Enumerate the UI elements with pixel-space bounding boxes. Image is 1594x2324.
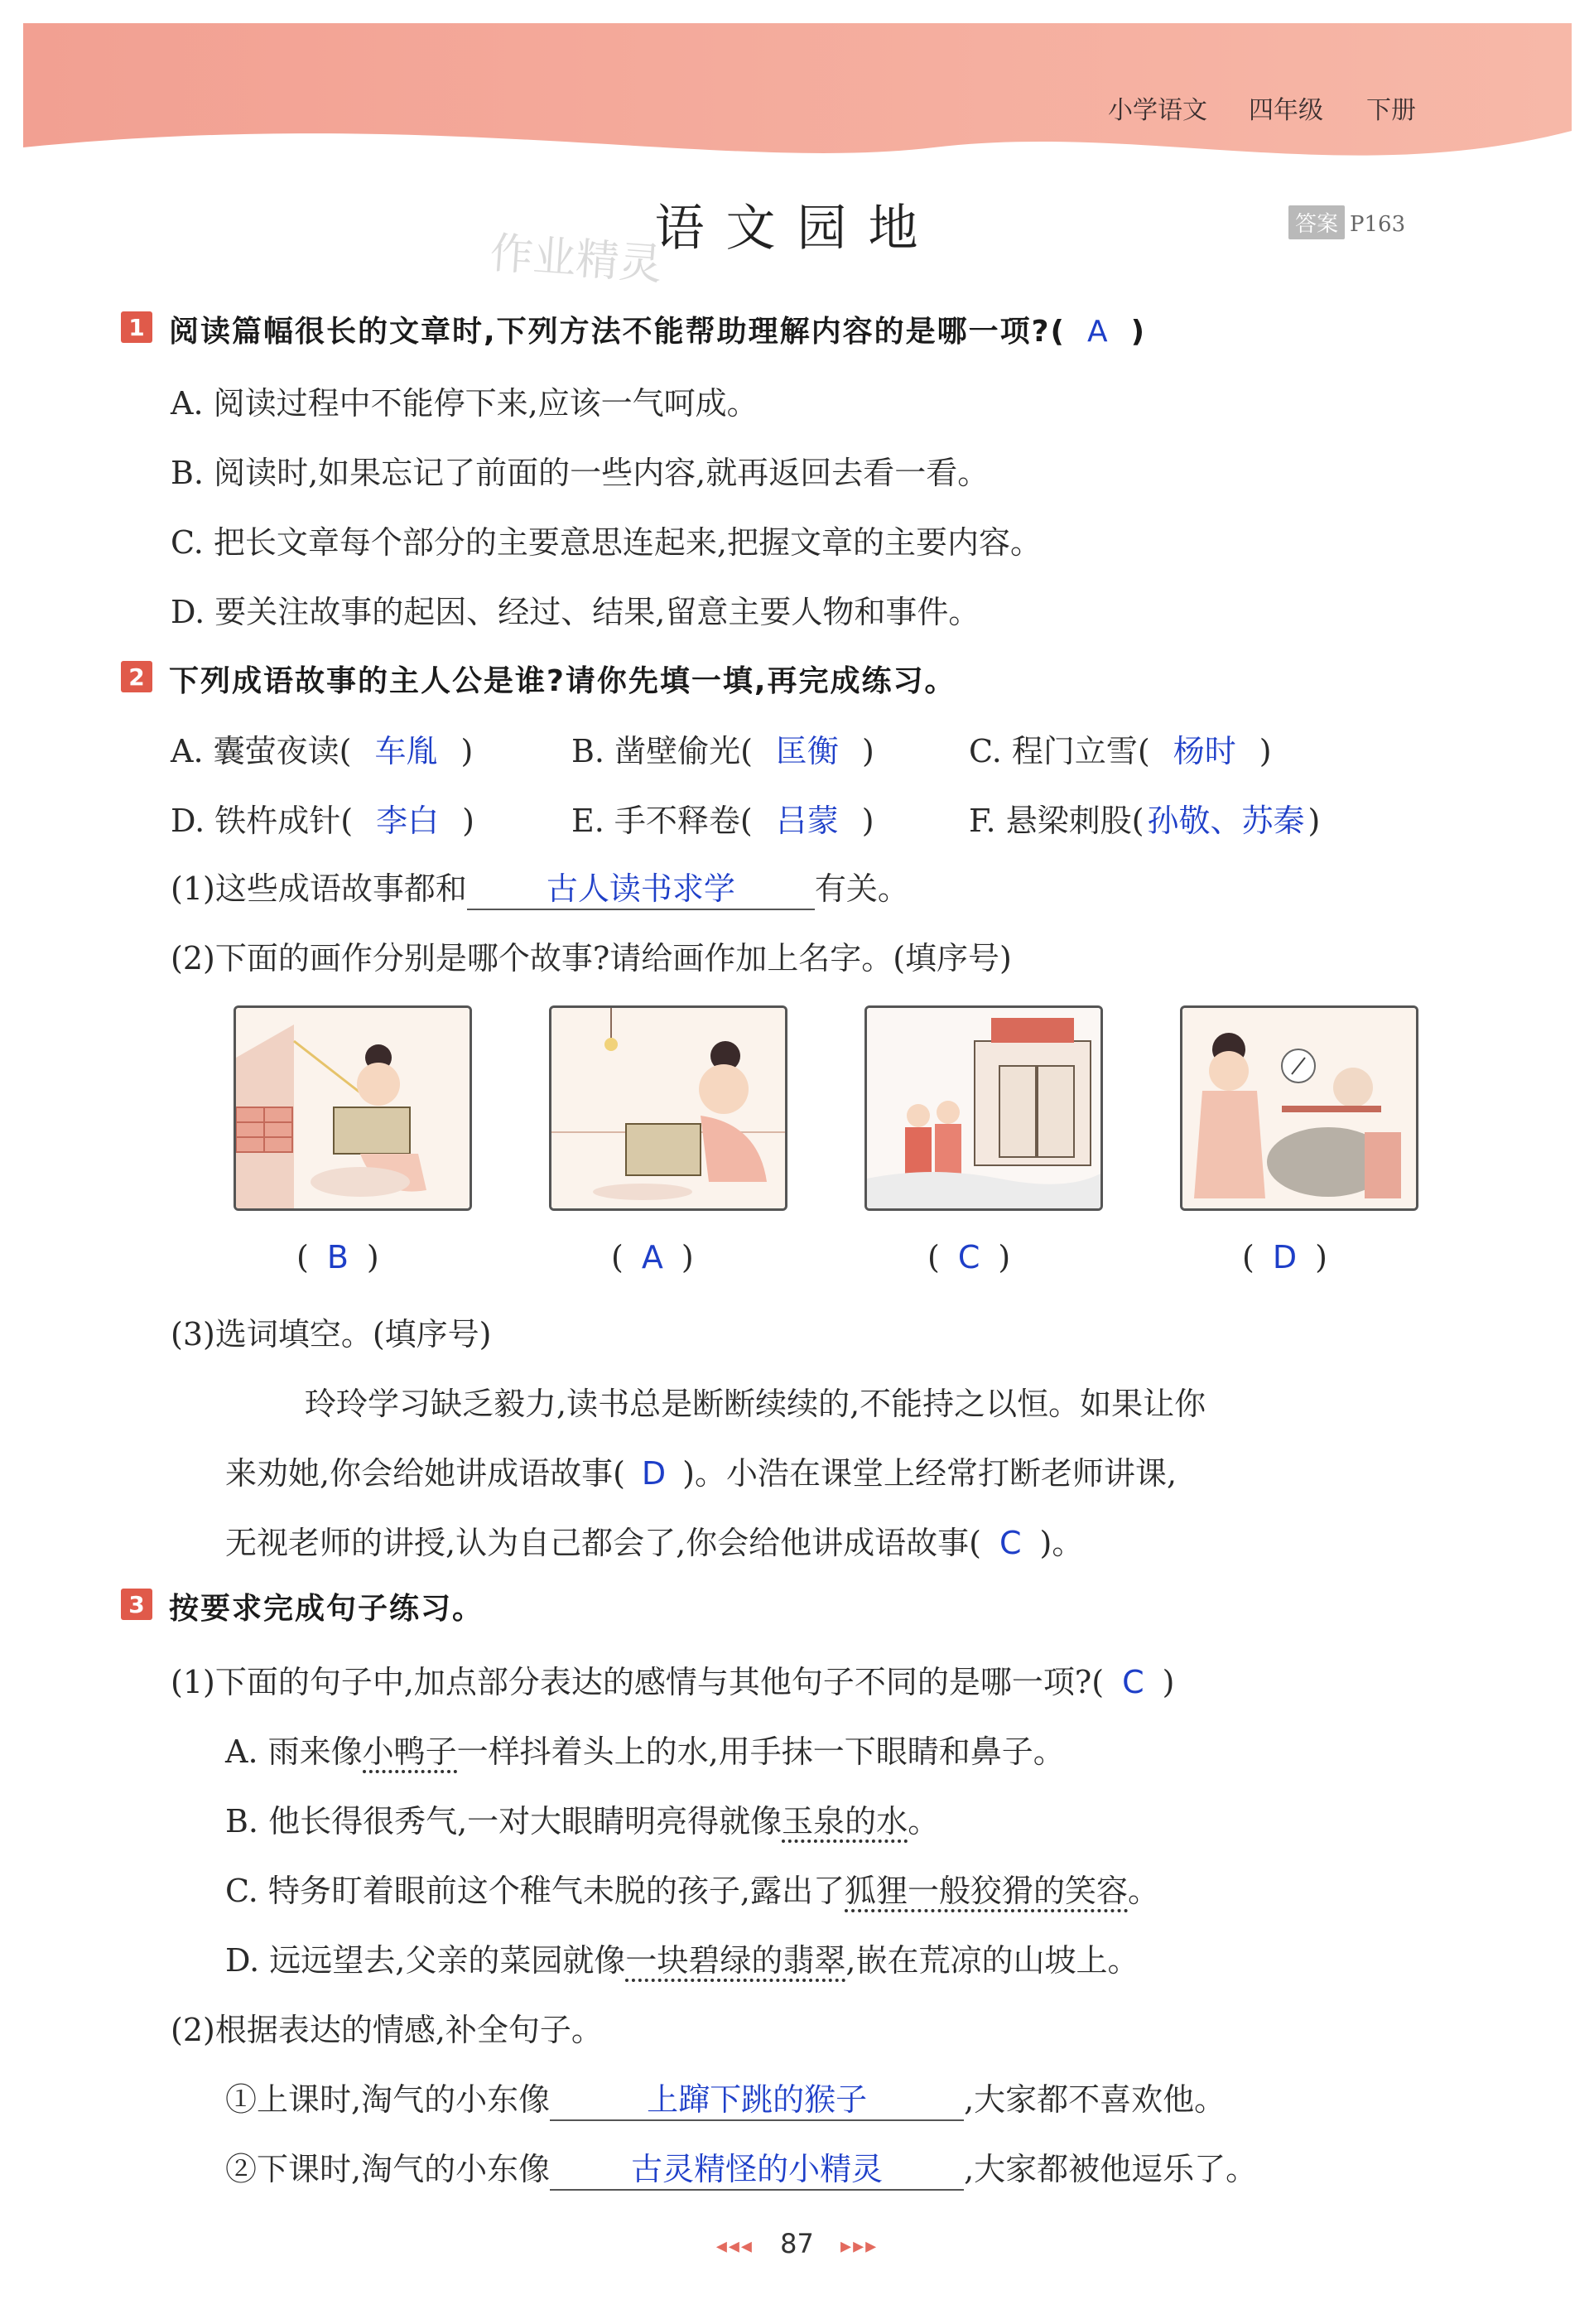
q2-sub3-line3-a: 无视老师的讲授,认为自己都会了,你会给他讲成语故事(	[225, 1525, 981, 1561]
question-1-text	[169, 308, 1146, 350]
idiom-c-label: C. 程门立雪(	[969, 733, 1150, 769]
question-1-stem: 阅读篇幅很长的文章时,下列方法不能帮助理解内容的是哪一项?(	[169, 315, 1067, 349]
question-2-text: 下列成语故事的主人公是谁?请你先填一填,再完成练习。	[169, 664, 956, 698]
q2-sub3-line2-b: )。小浩在课堂上经常打断老师讲课,	[682, 1455, 1177, 1492]
idiom-d-answer: 李白	[376, 803, 440, 839]
watermark: 作业精灵	[488, 228, 664, 291]
idiom-a-answer: 车胤	[374, 733, 438, 769]
q2-sub3-line3-b: )。	[1039, 1525, 1084, 1561]
q3-option-b-dotted: 玉泉的水	[782, 1803, 908, 1843]
q3-option-b	[225, 1796, 939, 1841]
idiom-b-close: )	[861, 733, 874, 769]
idiom-b	[571, 726, 874, 771]
idiom-a	[171, 726, 473, 771]
pic-answer-4-value: D	[1272, 1239, 1298, 1275]
q2-sub1-answer: 古人读书求学	[467, 863, 815, 910]
idiom-e	[571, 795, 874, 841]
pic-answer-2: ( A )	[611, 1239, 694, 1275]
header-grade: 四年级	[1249, 96, 1323, 125]
q1-option-b: B. 阅读时,如果忘记了前面的一些内容,就再返回去看一看。	[171, 455, 990, 491]
header-band	[23, 23, 1572, 172]
illustration-a-firefly	[549, 1005, 787, 1211]
q3-option-b-post: 。	[908, 1803, 940, 1839]
question-3-text: 按要求完成句子练习。	[169, 1592, 484, 1626]
q1-option-c: C. 把长文章每个部分的主要意思连起来,把握文章的主要内容。	[171, 524, 1042, 561]
illustration-d-grinding-pestle	[1180, 1005, 1418, 1211]
q3-option-a-dotted: 小鸭子	[363, 1733, 457, 1773]
q3-option-c-dotted: 狐狸一般狡猾的笑容	[845, 1873, 1128, 1912]
header-subject: 小学语文	[1108, 96, 1207, 125]
idiom-e-answer: 吕蒙	[775, 803, 839, 839]
q1-option-d: D. 要关注故事的起因、经过、结果,留意主要人物和事件。	[171, 594, 980, 630]
pic-answer-1-value: B	[326, 1239, 349, 1275]
q3-option-c	[225, 1865, 1159, 1911]
idiom-a-close: )	[460, 733, 474, 769]
idiom-d-close: )	[462, 803, 474, 839]
q3-option-a	[225, 1726, 1065, 1772]
page-title: 语文园地	[654, 200, 940, 258]
q2-sub3-line2	[225, 1448, 1177, 1493]
idiom-b-answer: 匡衡	[775, 733, 839, 769]
q3-option-b-pre: B. 他长得很秀气,一对大眼睛明亮得就像	[225, 1803, 783, 1839]
question-number-3: 3	[121, 1589, 152, 1620]
q3-option-a-pre: A. 雨来像	[225, 1733, 363, 1770]
q2-sub3-answer-2: C	[999, 1525, 1022, 1561]
header-volume: 下册	[1366, 96, 1416, 125]
q3-option-a-post: 一样抖着头上的水,用手抹一下眼睛和鼻子。	[456, 1733, 1065, 1770]
question-number-1: 1	[121, 311, 152, 343]
idiom-e-label: E. 手不释卷(	[571, 803, 753, 839]
q3-option-d-dotted: 一块碧绿的翡翠	[625, 1942, 845, 1982]
idiom-c-close: )	[1259, 733, 1272, 769]
q3-option-c-post: 。	[1127, 1873, 1159, 1909]
q2-sub1-prefix: (1)这些成语故事都和	[171, 870, 467, 907]
question-number-2: 2	[121, 661, 152, 692]
q3-sub1-answer: C	[1122, 1664, 1144, 1700]
q2-sub3-answer-1: D	[641, 1455, 667, 1492]
pic-answer-1: ( B )	[296, 1239, 379, 1275]
q3-sub1-stem: (1)下面的句子中,加点部分表达的感情与其他句子不同的是哪一项?(	[171, 1664, 1105, 1700]
q3-sub1	[171, 1656, 1174, 1702]
q2-sub3-line2-a: 来劝她,你会给她讲成语故事(	[225, 1455, 625, 1492]
idiom-d-label: D. 铁杵成针(	[171, 803, 354, 839]
pic-answer-3: ( C )	[927, 1239, 1011, 1275]
q3-fill-1	[225, 2074, 1226, 2121]
q2-sub1	[171, 863, 909, 910]
q3-fill-1-post: ,大家都不喜欢他。	[964, 2081, 1226, 2118]
q3-option-d-post: ,嵌在荒凉的山坡上。	[845, 1942, 1139, 1979]
idiom-e-close: )	[861, 803, 874, 839]
q3-option-c-pre: C. 特务盯着眼前这个稚气未脱的孩子,露出了	[225, 1873, 845, 1909]
idiom-b-label: B. 凿壁偷光(	[571, 733, 753, 769]
left-arrows-icon: ◂◂◂	[715, 2234, 754, 2259]
q3-fill-2	[225, 2143, 1257, 2191]
q3-fill-1-pre: ①上课时,淘气的小东像	[225, 2081, 551, 2118]
pic-answer-3-value: C	[957, 1239, 980, 1275]
idiom-f-close: )	[1307, 803, 1321, 839]
q3-sub2: (2)根据表达的情感,补全句子。	[171, 2012, 603, 2048]
q1-option-a: A. 阅读过程中不能停下来,应该一气呵成。	[171, 385, 758, 422]
q3-fill-2-pre: ②下课时,淘气的小东像	[225, 2151, 551, 2187]
q3-option-d	[225, 1935, 1139, 1980]
q3-fill-2-answer: 古灵精怪的小精灵	[550, 2143, 964, 2191]
answer-reference	[1288, 205, 1428, 239]
idiom-f	[969, 795, 1320, 841]
q3-sub1-close: )	[1162, 1664, 1175, 1700]
q3-option-d-pre: D. 远远望去,父亲的菜园就像	[225, 1942, 626, 1979]
q2-sub3-title: (3)选词填空。(填序号)	[171, 1316, 492, 1352]
q2-sub2: (2)下面的画作分别是哪个故事?请给画作加上名字。(填序号)	[171, 940, 1012, 976]
q3-fill-2-post: ,大家都被他逗乐了。	[964, 2151, 1258, 2187]
q3-fill-1-answer: 上蹿下跳的猴子	[550, 2074, 964, 2121]
q2-sub1-suffix: 有关。	[814, 870, 909, 907]
q2-sub3-line1: 玲玲学习缺乏毅力,读书总是断断续续的,不能持之以恒。如果让你	[305, 1386, 1206, 1422]
q2-sub3-line3	[225, 1517, 1083, 1563]
page-footer	[0, 2228, 1594, 2259]
idiom-c-answer: 杨时	[1173, 733, 1236, 769]
illustration-c-snow-gate	[864, 1005, 1103, 1211]
question-1-answer: A	[1087, 315, 1110, 349]
illustration-b-wall-light	[234, 1005, 472, 1211]
idiom-c	[969, 726, 1272, 771]
answer-page: P163	[1350, 212, 1406, 237]
idiom-a-label: A. 囊萤夜读(	[171, 733, 352, 769]
page-number: 87	[780, 2228, 814, 2259]
idiom-d	[171, 795, 474, 841]
question-1-close: )	[1130, 315, 1147, 349]
answer-label: 答案	[1288, 205, 1345, 239]
idiom-f-label: F. 悬梁刺股(	[969, 803, 1144, 839]
pic-answer-2-value: A	[641, 1239, 663, 1275]
idiom-f-answer: 孙敬、苏秦	[1147, 803, 1305, 839]
right-arrows-icon: ▸▸▸	[840, 2234, 879, 2259]
pic-answer-4: ( D )	[1242, 1239, 1327, 1275]
